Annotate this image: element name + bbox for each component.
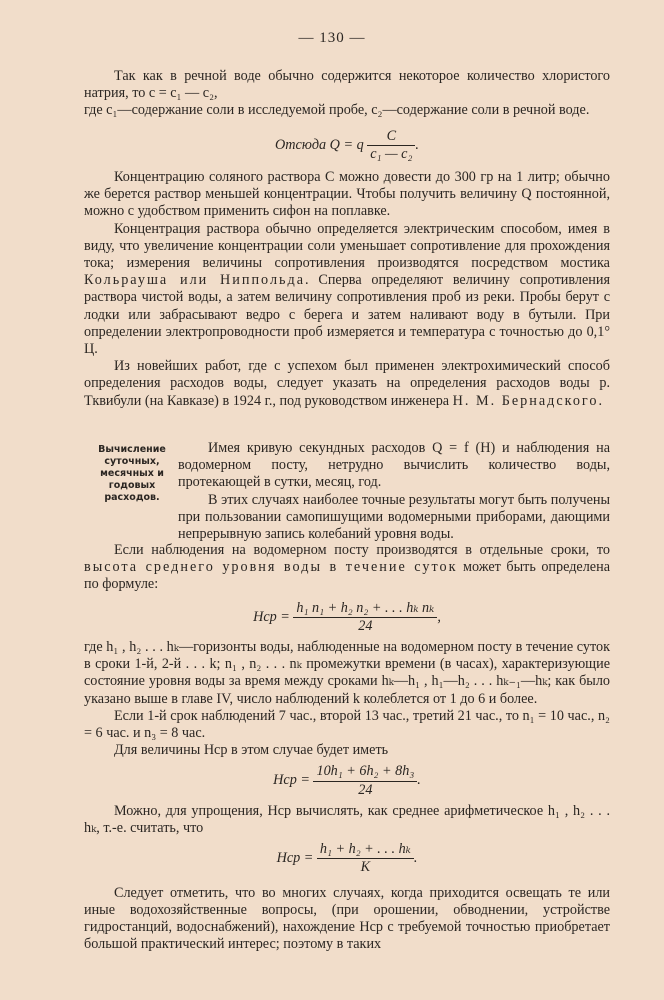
formula-q-numerator: C [367,128,415,146]
formula-h-example-prefix: Hср = [273,772,314,789]
paragraph-electric-end: . Сперва определяют величину сопротивления раствора чистой воды, а затем величину сопротивления проб из реки. Пробы берут с лодки или забрасывают ведро с берега и затем наливают воду в бутыли. При определении электропроводности проб измеряется и температура с точностью до 0,1° Ц. [84,272,610,358]
formula-h-example-fraction [313,763,417,798]
formula-q-fraction [367,128,415,163]
paragraph-recent-text: Из новейших работ, где с успехом был применен электрохимический способ определения расходов воды, следует указать на определения расходов воды р. Тквибули (на Кавказе) в 1924 г., под руководством инженера [84,358,610,409]
paragraph-definitions: где h₁ , h₂ . . . hₖ—горизонты воды, наблюденные на водомерном посту в течение суток в сроки 1-й, 2-й . . . k; n₁ , n₂ . . . nₖ промежутки времени (в часах), характеризующие состояние уровня воды за время между сроками hₖ—h₁ , h₁—h₂ . . . hₖ₋₁—hₖ; как было указано выше в главе IV, число наблюдений k колеблется от 1 до 6 и более. [84,639,610,707]
formula-h-example-suffix: . [417,772,421,789]
paragraph-conclusion: Следует отметить, что во многих случаях, когда приходится освещать те или иные водохозяйственные вопросы, (при орошении, обводнении, устройстве гидростанций, водоснабжений), нахождение Hср с требуемой точностью приобретает большой практический интерес; поэтому в таких [84,884,610,953]
page-number: — 130 — [298,30,366,46]
formula-h-general-fraction [293,600,437,635]
text-block-bottom [84,542,610,953]
formula-q [84,128,610,163]
text-block-top [84,68,610,410]
formula-h-general-prefix: Hср = [253,608,294,625]
formula-h-example [84,763,610,798]
paragraph-recent-works [84,358,610,410]
formula-q-suffix: . [415,136,419,153]
margin-heading: Вычисление суточных, месячных и годовых расходов. [98,444,166,503]
formula-h-general-numerator: h₁ n₁ + h₂ n₂ + . . . hₖ nₖ [293,600,437,618]
paragraph-recorders: В этих случаях наиболее точные результаты могут быть получены при пользовании самопишущими водомерными приборами, дающими непрерывную запись колебаний уровня воды. [178,491,610,543]
paragraph-example: Если 1-й срок наблюдений 7 час., второй 13 час., третий 21 час., то n₁ = 10 час., n₂ = 6 час. и n₃ = 8 час. [84,707,610,742]
paragraph-value: Для величины Hср в этом случае будет иметь [114,742,389,759]
formula-h-general-denominator: 24 [358,617,373,634]
formula-h-mean-prefix: Hср = [276,850,317,867]
paragraph-electric-text: Концентрация раствора обычно определяется электрическим способом, имея в виду, что увеличение концентрации соли уменьшает сопротивление для прохождения тока; измерения величины сопротивления производятся посредством мостика [84,220,610,272]
paragraph-salt-def: где c₁—содержание соли в исследуемой пробе, c₂—содержание соли в речной воде. [84,102,590,119]
formula-q-denominator: c₁ — c₂ [370,145,413,162]
paragraph-salt: Так как в речной воде обычно содержится некоторое количество хлористого натрия, то c = c₁ — c₂, [84,68,610,102]
engineer-name: Н. М. Бернадского [452,392,599,409]
formula-h-example-numerator: 10h₁ + 6h₂ + 8h₃ [313,763,417,781]
formula-h-mean [84,841,610,876]
formula-q-prefix: Отсюда Q = q [275,136,364,153]
paragraph-curve-text: Имея кривую секундных расходов Q = f (H) и наблюдения на водомерном посту, нетрудно вычислить количество воды, протекающей в сутки, месяц, год. [178,440,610,491]
paragraph-mean-level [84,542,610,594]
formula-h-mean-numerator: h₁ + h₂ + . . . hₖ [317,841,414,859]
paragraph-simplify: Можно, для упрощения, Hср вычислять, как среднее арифметическое h₁ , h₂ . . . hₖ, т.-е. считать, что [84,802,610,837]
paragraph-curve [178,440,610,543]
formula-h-general [84,600,610,635]
formula-h-general-suffix: , [437,608,441,625]
mean-level-spaced: высота среднего уровня воды в течение суток [84,559,458,576]
formula-h-example-denominator: 24 [358,781,373,798]
kohlrausch-name: Кольрауша или Ниппольда [84,272,306,289]
paragraph-mean-text: Если наблюдения на водомерном посту производятся в отдельные сроки, то [114,542,610,558]
formula-h-mean-suffix: . [413,850,418,867]
formula-h-mean-denominator: K [360,859,371,876]
formula-h-mean-fraction [317,841,414,876]
paragraph-mean-end: может быть определена по формуле: [84,559,610,593]
paragraph-electric [84,221,610,359]
paragraph-recent-end: . [598,392,603,409]
paragraph-concentration: Концентрацию соляного раствора C можно довести до 300 гр на 1 литр; обычно же берется раствор меньшей концентрации. Чтобы получить величину Q постоянной, можно с удобством применить сифон на поплавке. [84,169,610,220]
